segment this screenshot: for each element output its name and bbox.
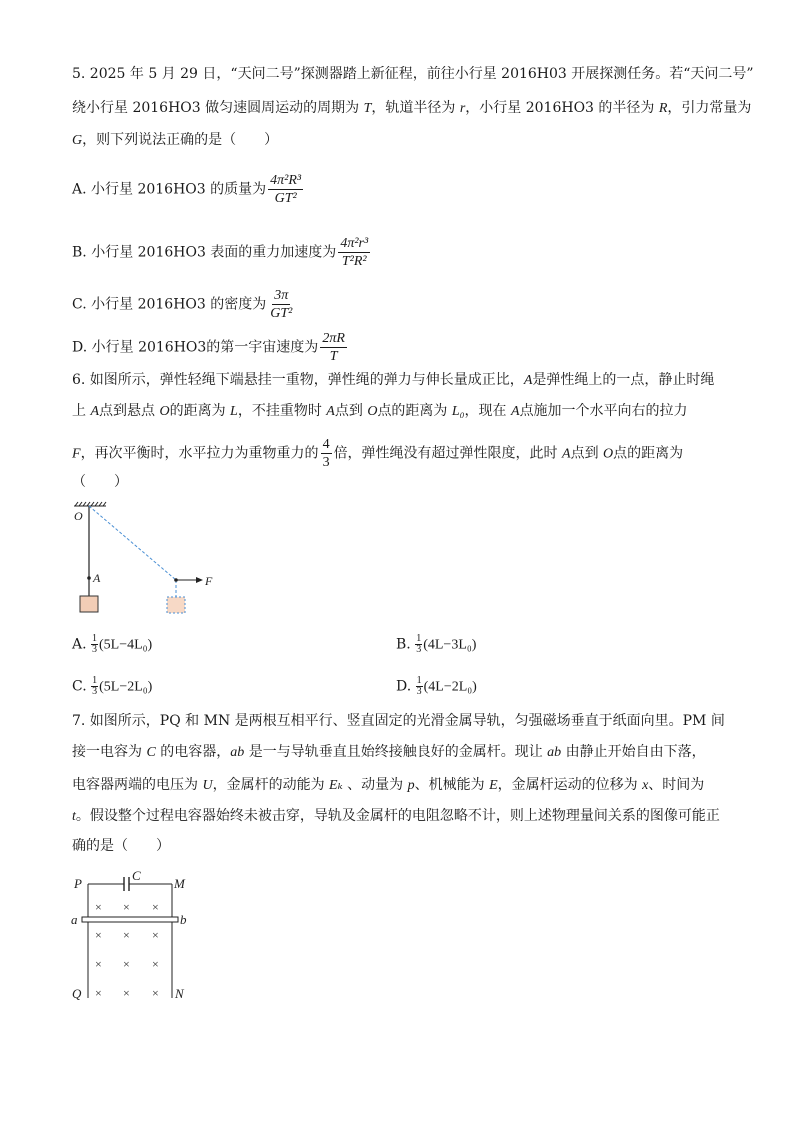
point-A <box>87 576 91 580</box>
q5-option-b-fraction: $\frac{\text{4π²r³}}{\text{T²R²}}$ <box>340 236 369 269</box>
field-cross: × <box>152 986 159 1000</box>
field-cross: × <box>123 928 130 942</box>
q6-option-a: A. $\frac{1}{3}$ (5L−4L₀) <box>72 633 153 655</box>
field-cross: × <box>95 900 102 914</box>
q6-option-d: D. $\frac{1}{3}$ (4L−2L₀) <box>396 675 477 697</box>
field-cross: × <box>152 957 159 971</box>
q6-figure <box>70 500 230 620</box>
fig-label-O: O <box>74 509 83 523</box>
q6-four-thirds: $\frac{4}{3}$ <box>322 437 330 470</box>
q5-option-d: D. 小行星 2016HO3的第一宇宙速度为 $\frac{2\pi R}{T}$ <box>72 331 345 364</box>
weight-block <box>80 596 98 612</box>
magnetic-field-crosses <box>95 900 159 1000</box>
q5-line-2: 绕小行星 2016HO3 做匀速圆周运动的周期为 T，轨道半径为 r，小行星 2016HO3 的半径为 R，引力常量为 <box>72 100 752 116</box>
field-cross: × <box>123 900 130 914</box>
q7-line-4: t。假设整个过程电容器始终未被击穿，导轨及金属杆的电阻忽略不计，则上述物理量间关系的图像可能正 <box>72 808 720 824</box>
q6-line-1: 6. 如图所示，弹性轻绳下端悬挂一重物，弹性绳的弹力与伸长量成正比，A是弹性绳上的一点，静止时绳 <box>72 372 715 388</box>
q5-option-a: A. 小行星 2016HO3 的质量为 $\frac{\text{4π²R³}}{\text{GT²}}$ <box>72 173 302 206</box>
q5-option-d-fraction: $\frac{2\pi R}{T}$ <box>322 331 345 364</box>
q6-option-b: B. $\frac{1}{3}$ (4L−3L₀) <box>396 633 477 655</box>
fig-label-A: A <box>93 571 101 585</box>
dashed-rope <box>89 506 176 580</box>
fig-label-F: F <box>205 574 213 588</box>
fig-label-Q: Q <box>72 986 82 1001</box>
field-cross: × <box>152 900 159 914</box>
q7-line-1: 7. 如图所示，PQ 和 MN 是两根互相平行、竖直固定的光滑金属导轨，匀强磁场垂直于纸面向里。PM 间 <box>72 713 725 729</box>
q7-line-5: 确的是（ ） <box>72 838 170 854</box>
q6-line-2: 上 A点到悬点 O的距离为 L，不挂重物时 A点到 O点的距离为 L₀，现在 A点施加一个水平向右的拉力 <box>72 403 688 419</box>
fig-label-N: N <box>175 986 184 1001</box>
ceiling-hatch <box>74 502 106 506</box>
field-cross: × <box>95 928 102 942</box>
field-cross: × <box>95 957 102 971</box>
fig-label-b: b <box>180 912 187 927</box>
q5-option-c: C. 小行星 2016HO3 的密度为 $\frac{3\pi}{\text{GT²}}$ <box>72 288 293 321</box>
q6-option-c: C. $\frac{1}{3}$ (5L−2L₀) <box>72 675 153 697</box>
q5-option-c-fraction: $\frac{3\pi}{\text{GT²}}$ <box>270 288 293 321</box>
q5-line-3: G，则下列说法正确的是（ ） <box>72 132 279 148</box>
fig-label-a: a <box>71 912 78 927</box>
q7-figure <box>68 866 198 1006</box>
q5-line-1: 5. 2025 年 5 月 29 日，“天问二号”探测器踏上新征程，前往小行星 2016H03 开展探测任务。若“天问二号” <box>72 66 754 82</box>
q5-option-a-fraction: $\frac{\text{4π²R³}}{\text{GT²}}$ <box>270 173 302 206</box>
q7-line-3: 电容器两端的电压为 U，金属杆的动能为 Eₖ 、动量为 p、机械能为 E，金属杆运动的位移为 x、时间为 <box>72 777 705 793</box>
field-cross: × <box>152 928 159 942</box>
force-arrowhead <box>196 577 203 583</box>
q7-line-2: 接一电容为 C 的电容器，ab 是一与导轨垂直且始终接触良好的金属杆。现让 ab 由静止开始自由下落， <box>72 744 706 760</box>
weight-block-displaced <box>167 597 185 613</box>
fig-label-M: M <box>174 876 185 891</box>
metal-rod-ab <box>82 917 178 922</box>
q5-option-b: B. 小行星 2016HO3 表面的重力加速度为 $\frac{\text{4π²r³}}{\text{T²R²}}$ <box>72 236 369 269</box>
q6-line-3: F，再次平衡时，水平拉力为重物重力的 $\frac{4}{3}$ 倍，弹性绳没有超过弹性限度，此时 A点到 O点的距离为 <box>72 437 684 470</box>
field-cross: × <box>123 986 130 1000</box>
q6-line-4: （ ） <box>72 474 128 490</box>
fig-label-P: P <box>74 876 82 891</box>
field-cross: × <box>95 986 102 1000</box>
fig-label-C: C <box>132 868 141 883</box>
field-cross: × <box>123 957 130 971</box>
